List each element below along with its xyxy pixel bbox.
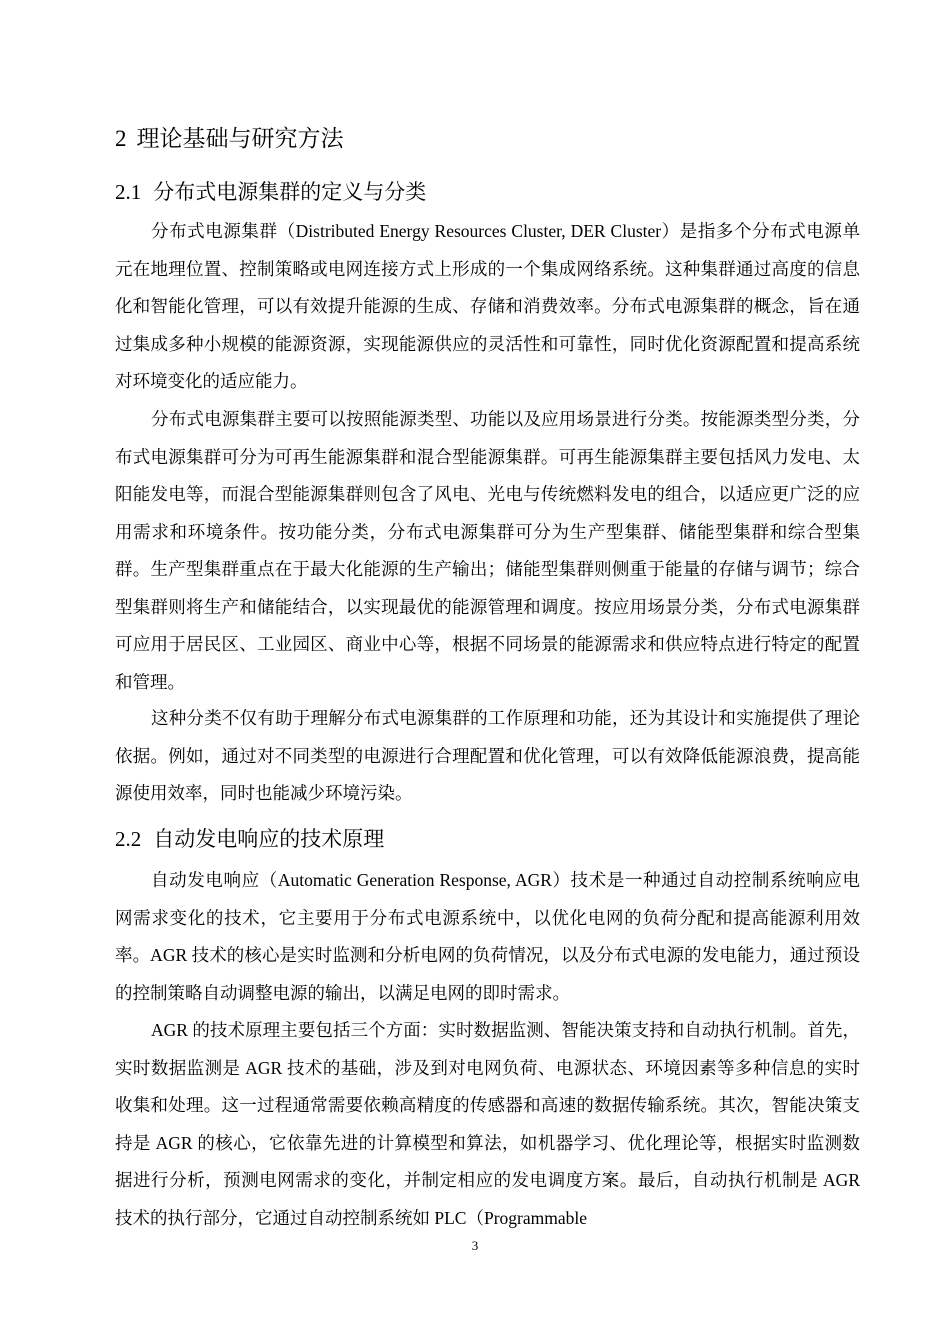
section-heading-2-2 (115, 823, 384, 853)
paragraph: 分布式电源集群（Distributed Energy Resources Cluster, DER Cluster）是指多个分布式电源单元在地理位置、控制策略或电网连接方式上形成的一个集成网络系统。这种集群通过高度的信息化和智能化管理，可以有效提升能源的生成、存储和消费效率。分布式电源集群的概念，旨在通过集成多种小规模的能源资源，实现能源供应的灵活性和可靠性，同时优化资源配置和提高系统对环境变化的适应能力。 (115, 221, 860, 391)
section-number: 2.1 (115, 180, 142, 204)
paragraph: AGR 的技术原理主要包括三个方面：实时数据监测、智能决策支持和自动执行机制。首先，实时数据监测是 AGR 技术的基础，涉及到对电网负荷、电源状态、环境因素等多种信息的实时收集和处理。这一过程通常需要依赖高精度的传感器和高速的数据传输系统。其次，智能决策支持是 AGR 的核心，它依靠先进的计算模型和算法，如机器学习、优化理论等，根据实时监测数据进行分析，预测电网需求的变化，并制定相应的发电调度方案。最后，自动执行机制是 AGR 技术的执行部分，它通过自动控制系统如 PLC（Programmable (115, 1020, 860, 1228)
chapter-heading (115, 120, 344, 153)
paragraph: 这种分类不仅有助于理解分布式电源集群的工作原理和功能，还为其设计和实施提供了理论依据。例如，通过对不同类型的电源进行合理配置和优化管理，可以有效降低能源浪费，提高能源使用效率，同时也能减少环境污染。 (115, 708, 860, 803)
section-title: 分布式电源集群的定义与分类 (153, 180, 427, 204)
page-number: 3 (471, 1238, 479, 1253)
paragraph: 分布式电源集群主要可以按照能源类型、功能以及应用场景进行分类。按能源类型分类，分布式电源集群可分为可再生能源集群和混合型能源集群。可再生能源集群主要包括风力发电、太阳能发电等，而混合型能源集群则包含了风电、光电与传统燃料发电的组合，以适应更广泛的应用需求和环境条件。按功能分类，分布式电源集群可分为生产型集群、储能型集群和综合型集群。生产型集群重点在于最大化能源的生产输出；储能型集群则侧重于能量的存储与调节；综合型集群则将生产和储能结合，以实现最优的能源管理和调度。按应用场景分类，分布式电源集群可应用于居民区、工业园区、商业中心等，根据不同场景的能源需求和供应特点进行特定的配置和管理。 (115, 409, 860, 692)
chapter-number: 2 (115, 126, 127, 151)
section-title: 自动发电响应的技术原理 (153, 827, 385, 851)
paragraph: 自动发电响应（Automatic Generation Response, AGR）技术是一种通过自动控制系统响应电网需求变化的技术，它主要用于分布式电源系统中，以优化电网的负荷分配和提高能源利用效率。AGR 技术的核心是实时监测和分析电网的负荷情况，以及分布式电源的发电能力，通过预设的控制策略自动调整电源的输出，以满足电网的即时需求。 (115, 870, 860, 1003)
section-number: 2.2 (115, 827, 142, 851)
chapter-title: 理论基础与研究方法 (136, 126, 344, 152)
section-heading-2-1 (115, 176, 426, 206)
